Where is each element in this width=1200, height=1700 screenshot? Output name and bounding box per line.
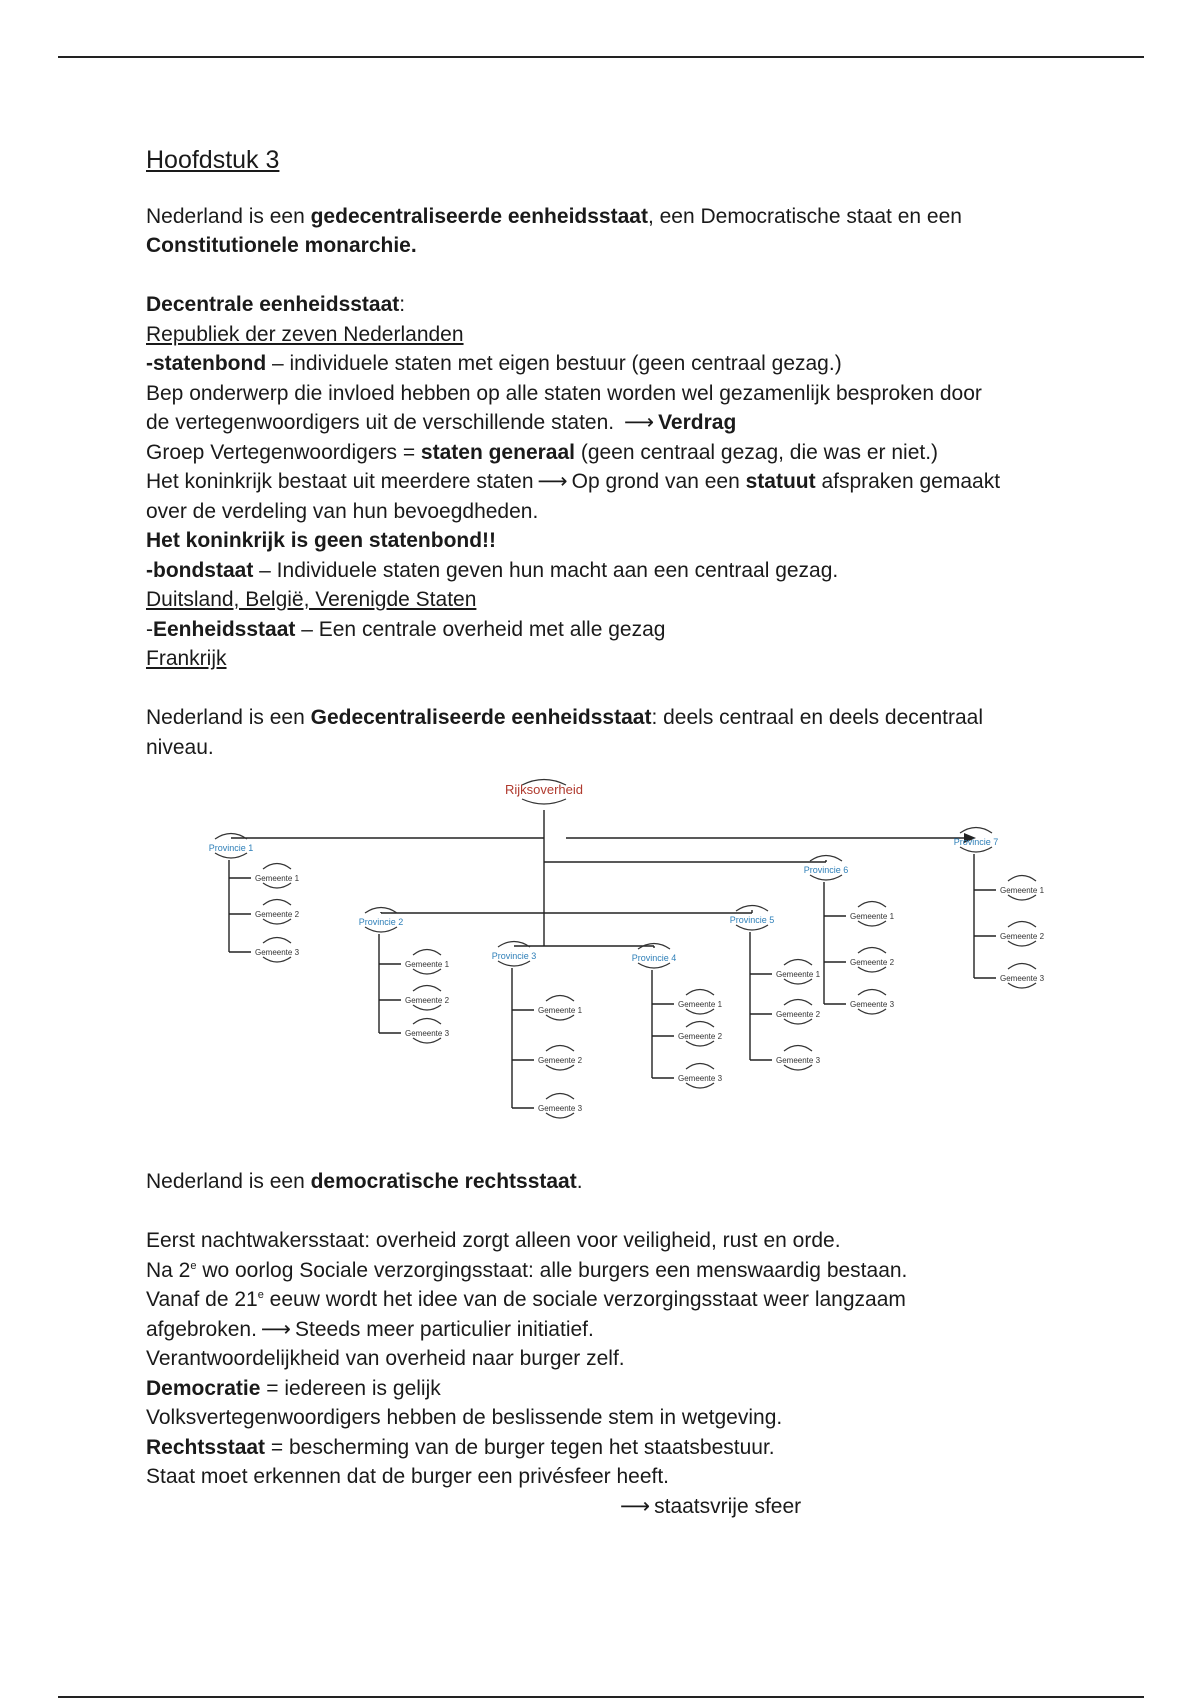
gemeente-arc-bottom: [413, 1005, 441, 1010]
gemeente-arc-top: [1008, 964, 1036, 970]
bep-text: de vertegenwoordigers uit de verschillende staten.: [146, 411, 615, 434]
afgebroken-line: [146, 1315, 1076, 1345]
koninkrijk-text-3: afspraken gemaakt: [815, 470, 1001, 493]
statenbond-term: -statenbond: [146, 352, 267, 375]
democratie-line: [146, 1374, 1076, 1404]
staten-generaal-term: staten generaal: [420, 440, 575, 464]
intro-bold-monarchie: Constitutionele monarchie.: [146, 234, 417, 257]
gedec-text: Nederland is een: [146, 706, 311, 729]
province-6-arc-bottom: [810, 875, 842, 880]
gemeente-arc-bottom: [1008, 941, 1036, 946]
gemeente-arc-bottom: [784, 1019, 812, 1024]
gemeente-arc-bottom: [686, 1083, 714, 1088]
gemeente-node: Gemeente 2: [999, 932, 1045, 941]
gemeente-arc-bottom: [686, 1041, 714, 1046]
groep-text: Groep Vertegenwoordigers =: [146, 440, 421, 464]
gemeente-arc-top: [784, 960, 812, 966]
intro-line-1: [146, 202, 1076, 232]
nachtwakersstaat-line: Eerst nachtwakersstaat: overheid zorgt alleen voor veiligheid, rust en orde.: [146, 1229, 841, 1252]
geen-statenbond-line: [146, 526, 1076, 556]
gemeente-node: Gemeente 1: [677, 1000, 723, 1009]
province-5-arc-bottom: [736, 925, 768, 930]
gemeente-arc-bottom: [413, 969, 441, 974]
intro-line-2: [146, 231, 1076, 261]
gemeente-node: Gemeente 3: [999, 974, 1045, 983]
gemeente-node: Gemeente 2: [775, 1010, 821, 1019]
right-arrow-icon: ⟶: [537, 470, 568, 493]
gemeente-arc-bottom: [263, 883, 291, 888]
right-arrow-icon: ⟶: [623, 411, 655, 434]
republiek-line: Republiek der zeven Nederlanden: [146, 322, 464, 346]
gemeente-arc-top: [546, 1046, 574, 1052]
gemeente-arc-bottom: [784, 979, 812, 984]
eenheidsstaat-term: Eenheidsstaat: [153, 617, 296, 641]
volksvertegenwoordigers-line: Volksvertegenwoordigers hebben de beslissende stem in wetgeving.: [146, 1406, 783, 1429]
province-7-arc-bottom: [960, 847, 992, 852]
statenbond-text: – individuele staten met eigen bestuur (geen centraal gezag.): [266, 352, 842, 375]
gemeente-arc-bottom: [263, 957, 291, 962]
intro-text-2: , een Democratische staat en een: [647, 204, 962, 228]
page-title: Hoofdstuk 3: [146, 146, 280, 174]
koninkrijk-text: Het koninkrijk bestaat uit meerdere staten: [146, 470, 534, 493]
bep-line-2: [146, 408, 1076, 438]
rechtsstaat-term: Rechtsstaat: [146, 1435, 266, 1459]
gemeente-arc-bottom: [263, 919, 291, 924]
gemeente-arc-bottom: [413, 1038, 441, 1043]
gemeente-node: Gemeente 1: [254, 874, 300, 883]
rechtsstaat-intro-line: [146, 1167, 1076, 1197]
eenheid-prefix: -: [146, 617, 153, 641]
province-7-arc-top: [960, 828, 992, 834]
gemeente-arc-top: [686, 1022, 714, 1028]
gemeente-arc-bottom: [858, 967, 886, 972]
koninkrijk-line-2: over de verdeling van hun bevoegdheden.: [146, 499, 539, 523]
gemeente-arc-top: [686, 1064, 714, 1070]
right-arrow-icon: ⟶: [260, 1317, 292, 1341]
province-4-arc-bottom: [638, 963, 670, 968]
gemeente-arc-bottom: [784, 1065, 812, 1070]
province-node: Provincie 5: [729, 915, 775, 925]
groep-line: [146, 438, 1076, 468]
gemeente-arc-top: [686, 990, 714, 996]
province-1-arc-bottom: [215, 853, 247, 858]
right-arrow-icon: ⟶: [620, 1494, 651, 1518]
gemeente-arc-bottom: [858, 921, 886, 926]
bondstaat-line: [146, 556, 1076, 586]
bondstaat-examples: Duitsland, België, Verenigde Staten: [146, 588, 477, 611]
province-node: Provincie 6: [803, 865, 849, 875]
vanaf-line: [146, 1285, 1076, 1315]
gemeente-arc-top: [413, 1019, 441, 1025]
gemeente-node: Gemeente 2: [537, 1056, 583, 1065]
gemeente-arc-top: [546, 1094, 574, 1100]
footer-rule: [58, 1696, 1144, 1698]
gemeente-node: Gemeente 3: [537, 1104, 583, 1113]
gemeente-arc-bottom: [1008, 895, 1036, 900]
province-3-arc-bottom: [498, 961, 530, 966]
root-arc-bottom: [522, 799, 566, 804]
gemeente-arc-bottom: [546, 1015, 574, 1020]
heading-decentrale: Decentrale eenheidsstaat: [146, 293, 400, 316]
province-node: Provincie 7: [953, 837, 999, 847]
gemeente-node: Gemeente 1: [404, 960, 450, 969]
bondstaat-term: -bondstaat: [146, 558, 254, 582]
rechtsstaat-period: .: [576, 1170, 583, 1193]
header-rule: [58, 56, 1144, 58]
gemeente-arc-top: [1008, 922, 1036, 928]
gemeente-node: Gemeente 1: [999, 886, 1045, 895]
gemeente-arc-bottom: [858, 1009, 886, 1014]
vanaf-text-2: eeuw wordt het idee van de sociale verzorgingsstaat weer langzaam: [263, 1288, 906, 1311]
ordinal-sup: e: [257, 1289, 264, 1301]
na-text-2: wo oorlog Sociale verzorgingsstaat: alle burgers een menswaardig bestaan.: [196, 1258, 908, 1282]
groep-text-2: (geen centraal gezag, die was er niet.): [575, 440, 939, 464]
gemeente-arc-bottom: [1008, 983, 1036, 988]
privesfeer-line: Staat moet erkennen dat de burger een privésfeer heeft.: [146, 1465, 670, 1488]
gemeente-node: Gemeente 3: [404, 1029, 450, 1038]
verzorgingsstaat-line: [146, 1256, 1076, 1286]
rechtsstaat-line: [146, 1433, 1076, 1463]
gemeente-arc-top: [413, 950, 441, 956]
koninkrijk-text-2: Op grond van een: [571, 470, 746, 493]
intro-text: Nederland is een: [146, 204, 311, 228]
staatsvrije-line: [146, 1492, 1076, 1522]
gemeente-node: Gemeente 2: [849, 958, 895, 967]
democratische-rechtsstaat-term: democratische rechtsstaat: [310, 1170, 577, 1193]
gedec-text-2: : deels centraal en deels decentraal: [651, 706, 984, 729]
geen-statenbond-text: Het koninkrijk is geen statenbond!!: [146, 529, 497, 552]
province-node: Provincie 1: [208, 843, 254, 853]
gemeente-node: Gemeente 3: [775, 1056, 821, 1065]
gemeente-arc-top: [1008, 876, 1036, 882]
gemeente-node: Gemeente 2: [254, 910, 300, 919]
vanaf-text: Vanaf de 21: [146, 1288, 258, 1311]
province-2-arc-bottom: [365, 927, 397, 932]
gemeente-arc-bottom: [686, 1009, 714, 1014]
document-page: [146, 146, 1076, 1521]
gemeente-arc-top: [263, 864, 291, 870]
rechtsstaat-text: Nederland is een: [146, 1170, 311, 1193]
gemeente-arc-top: [413, 986, 441, 992]
gemeente-arc-top: [784, 1000, 812, 1006]
gemeente-arc-bottom: [546, 1065, 574, 1070]
rijksoverheid-node: Rijksoverheid: [504, 782, 584, 797]
gedecentraliseerd-line-1: [146, 703, 1076, 733]
eenheidsstaat-example: Frankrijk: [146, 647, 227, 670]
gemeente-node: Gemeente 3: [254, 948, 300, 957]
province-node: Provincie 3: [491, 951, 537, 961]
gemeente-arc-top: [858, 990, 886, 996]
gemeente-node: Gemeente 1: [849, 912, 895, 921]
rechtsstaat-text-2: = bescherming van de burger tegen het staatsbestuur.: [265, 1435, 775, 1459]
gedec-term: Gedecentraliseerde eenheidsstaat: [310, 706, 652, 729]
gemeente-node: Gemeente 3: [849, 1000, 895, 1009]
gemeente-node: Gemeente 1: [537, 1006, 583, 1015]
eenheidsstaat-text: – Een centrale overheid met alle gezag: [295, 617, 666, 641]
koninkrijk-line-1: [146, 467, 1076, 497]
staatsvrije-text: staatsvrije sfeer: [654, 1494, 802, 1518]
intro-bold-term: gedecentraliseerde eenheidsstaat: [310, 204, 648, 228]
gemeente-arc-top: [546, 996, 574, 1002]
ordinal-sup: e: [190, 1259, 197, 1272]
province-node: Provincie 4: [631, 953, 677, 963]
gemeente-arc-bottom: [546, 1113, 574, 1118]
heading-suffix: :: [399, 293, 406, 316]
statenbond-line: [146, 349, 1076, 379]
gemeente-arc-top: [263, 938, 291, 944]
bondstaat-text: – Individuele staten geven hun macht aan een centraal gezag.: [253, 558, 839, 582]
democratie-term: Democratie: [146, 1376, 261, 1400]
gemeente-arc-top: [784, 1046, 812, 1052]
gemeente-node: Gemeente 2: [677, 1032, 723, 1041]
gemeente-arc-top: [263, 900, 291, 906]
na-text: Na 2: [146, 1258, 191, 1282]
bep-line-1: Bep onderwerp die invloed hebben op alle staten worden wel gezamenlijk besproken door: [146, 381, 982, 405]
province-node: Provincie 2: [358, 917, 404, 927]
steeds-text: Steeds meer particulier initiatief.: [295, 1317, 594, 1341]
section-heading: [146, 290, 1076, 320]
government-structure-diagram: [146, 766, 1076, 1161]
democratie-text: = iedereen is gelijk: [260, 1376, 441, 1400]
gedecentraliseerd-line-2: niveau.: [146, 735, 214, 759]
gemeente-node: Gemeente 3: [677, 1074, 723, 1083]
verantwoordelijkheid-line: Verantwoordelijkheid van overheid naar burger zelf.: [146, 1347, 625, 1370]
afgebroken-text: afgebroken.: [146, 1317, 257, 1341]
statuut-term: statuut: [745, 470, 816, 493]
gemeente-arc-top: [858, 948, 886, 954]
gemeente-node: Gemeente 1: [775, 970, 821, 979]
eenheidsstaat-line: [146, 615, 1076, 645]
gemeente-node: Gemeente 2: [404, 996, 450, 1005]
gemeente-arc-top: [858, 902, 886, 908]
verdrag-term: Verdrag: [658, 411, 737, 434]
